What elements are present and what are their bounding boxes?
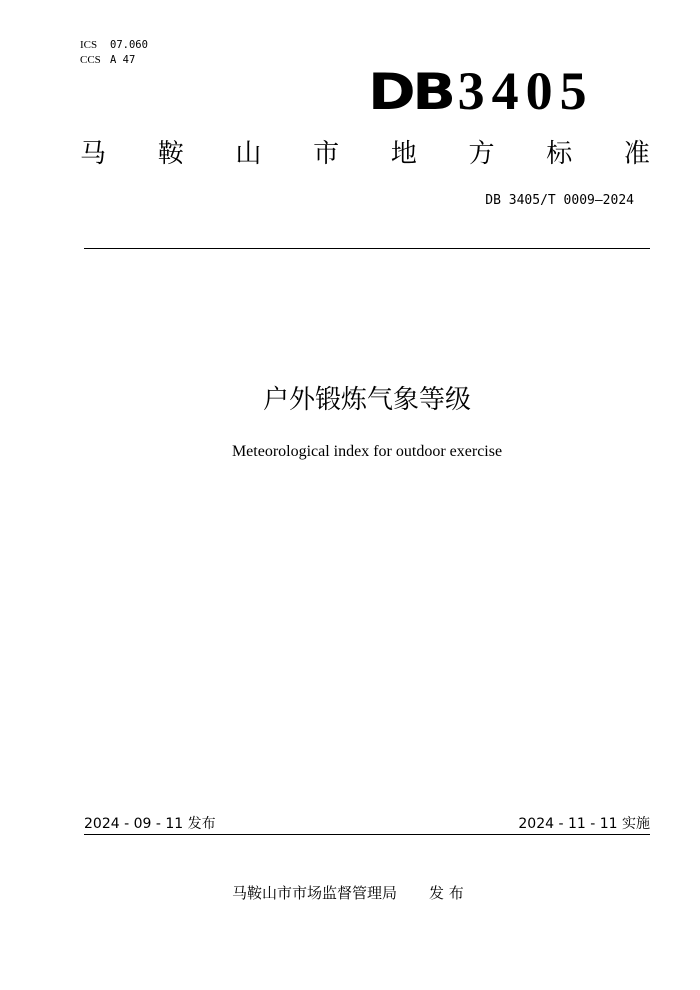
ics-value: 07.060 [110, 39, 148, 51]
ics-label: ICS [80, 39, 98, 51]
document-title-en: Meteorological index for outdoor exercise [231, 443, 503, 460]
classification-codes [80, 38, 148, 68]
ccs-value: A 47 [110, 54, 136, 66]
standard-type-char: 山 [235, 139, 262, 169]
issuer-action: 发 布 [429, 884, 464, 902]
footer-divider [84, 834, 650, 835]
document-title-zh: 户外锻炼气象等级 [262, 385, 471, 415]
ccs-row [80, 53, 148, 68]
header-divider [84, 248, 650, 249]
standard-type-char: 鞍 [157, 139, 184, 169]
standard-type-char: 市 [313, 139, 340, 169]
implement-date: 2024 - 11 - 11 实施 [518, 816, 650, 832]
standard-prefix: DB [368, 63, 453, 121]
ics-row [80, 38, 148, 53]
issuer-line [232, 882, 464, 903]
standard-type-heading [80, 134, 650, 174]
standard-type-char: 准 [623, 139, 650, 169]
ccs-label: CCS [80, 54, 101, 66]
standard-type-char: 马 [80, 139, 107, 169]
issuer-name: 马鞍山市市场监督管理局 [232, 884, 398, 902]
standard-number: DB 3405/T 0009—2024 [485, 193, 634, 208]
standard-code-large [368, 60, 594, 120]
publish-date: 2024 - 09 - 11 发布 [84, 816, 216, 832]
standard-type-char: 地 [390, 139, 417, 169]
standard-region-number: 3405 [457, 61, 594, 121]
standard-type-char: 方 [468, 139, 495, 169]
standard-type-char: 标 [546, 139, 573, 169]
